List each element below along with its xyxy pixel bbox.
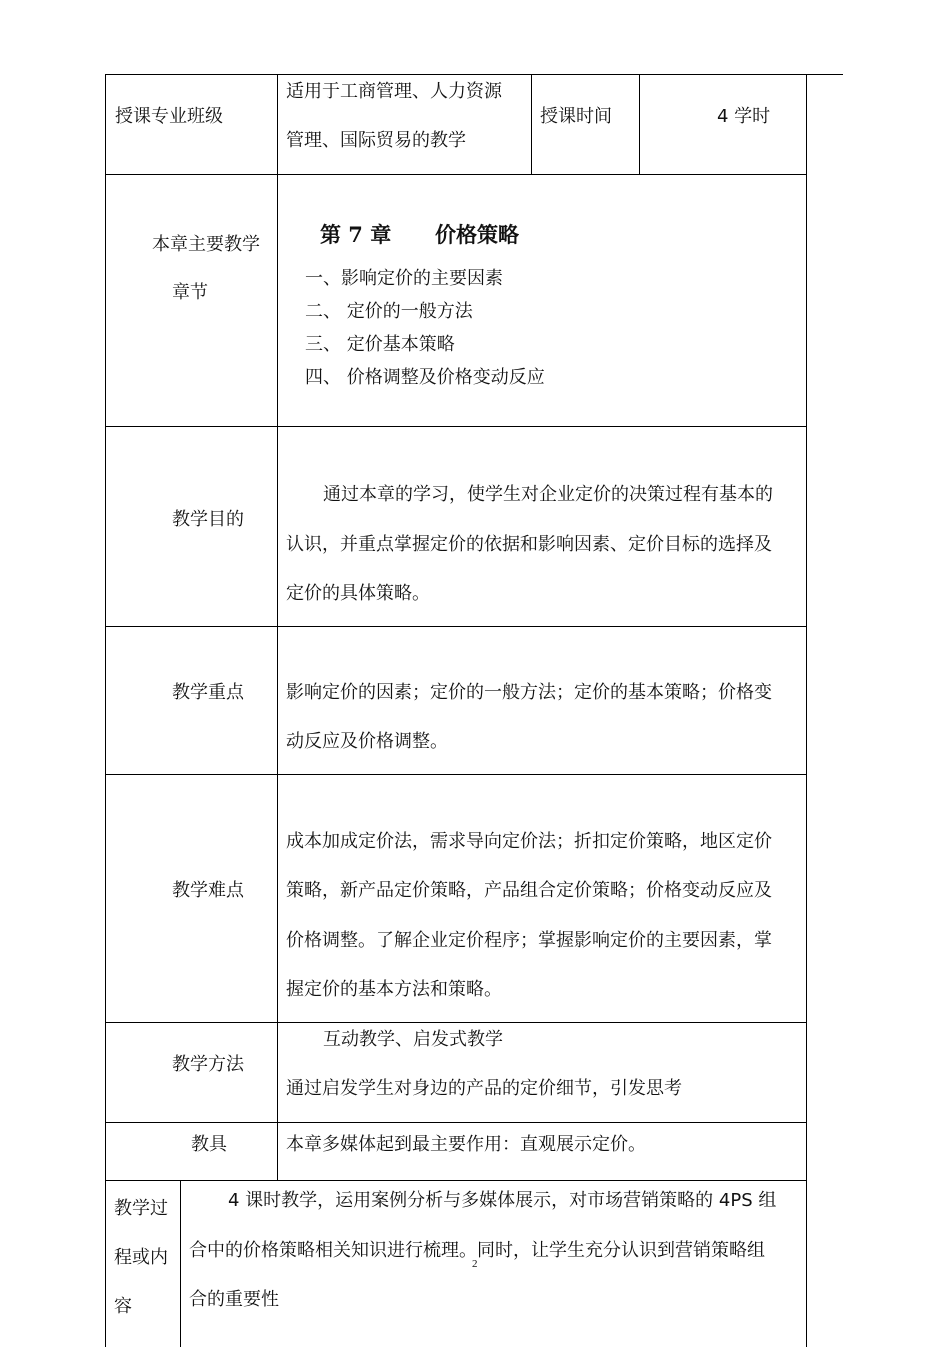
process-line: 4 课时教学，运用案例分析与多媒体展示，对市场营销策略的 4PS 组	[228, 1190, 777, 1211]
time-label: 授课时间	[540, 106, 612, 127]
difficulties-label: 教学难点	[172, 880, 244, 901]
difficulties-line: 价格调整。了解企业定价程序；掌握影响定价的主要因素，掌	[286, 930, 772, 951]
method-line: 通过启发学生对身边的产品的定价细节，引发思考	[286, 1078, 682, 1099]
section-item: 三、 定价基本策略	[305, 334, 455, 355]
tools-label: 教具	[191, 1134, 227, 1155]
objective-line: 认识，并重点掌握定价的依据和影响因素、定价目标的选择及	[286, 534, 772, 555]
process-line: 合的重要性	[189, 1289, 279, 1310]
method-label: 教学方法	[172, 1054, 244, 1075]
key-points-line: 影响定价的因素；定价的一般方法；定价的基本策略；价格变	[286, 682, 772, 703]
objective-line: 通过本章的学习，使学生对企业定价的决策过程有基本的	[323, 484, 773, 505]
tools-value: 本章多媒体起到最主要作用：直观展示定价。	[286, 1134, 646, 1155]
chapter-number: 第 7 章	[320, 222, 392, 247]
section-item: 四、 价格调整及价格变动反应	[305, 367, 545, 388]
chapter-title: 价格策略	[435, 222, 519, 247]
process-line: 合中的价格策略相关知识进行梳理。同时，让学生充分认识到营销策略组	[189, 1240, 765, 1261]
major-label: 授课专业班级	[115, 106, 223, 127]
process-label-line: 教学过	[114, 1198, 168, 1219]
major-value-line1: 适用于工商管理、人力资源	[286, 81, 502, 102]
time-value: 4 学时	[717, 106, 771, 127]
process-label-line: 容	[114, 1296, 132, 1317]
section-item: 一、影响定价的主要因素	[305, 268, 503, 289]
process-label-line: 程或内	[114, 1247, 168, 1268]
key-points-label: 教学重点	[172, 682, 244, 703]
chapter-label-line1: 本章主要教学	[152, 234, 260, 255]
difficulties-line: 成本加成定价法，需求导向定价法；折扣定价策略，地区定价	[286, 831, 772, 852]
chapter-label-line2: 章节	[172, 282, 208, 303]
key-points-line: 动反应及价格调整。	[286, 731, 448, 752]
difficulties-line: 策略，新产品定价策略，产品组合定价策略；价格变动反应及	[286, 880, 772, 901]
objective-label: 教学目的	[172, 509, 244, 530]
difficulties-line: 握定价的基本方法和策略。	[286, 979, 502, 1000]
section-item: 二、 定价的一般方法	[305, 301, 473, 322]
objective-line: 定价的具体策略。	[286, 583, 430, 604]
method-line: 互动教学、启发式教学	[323, 1029, 503, 1050]
page-number: 2	[472, 1258, 478, 1270]
major-value-line2: 管理、国际贸易的教学	[286, 130, 466, 151]
